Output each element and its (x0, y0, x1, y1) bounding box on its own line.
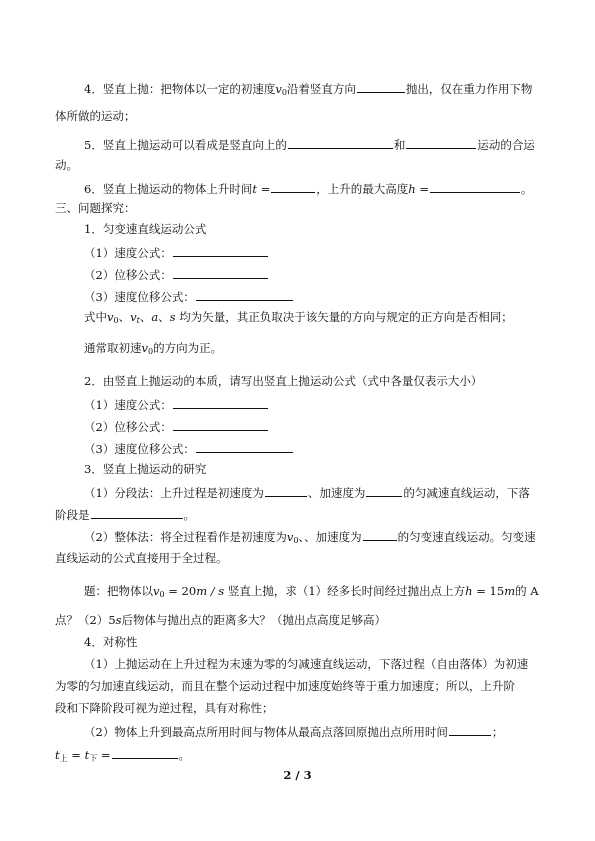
q5-text-cont: 动。 (55, 158, 78, 172)
s3-segment-line (84, 484, 530, 500)
var-h: h (465, 584, 473, 598)
s4-text-2: 为零的匀加速直线运动，而且在整个运动过程中加速度始终等于重力加速度；所以，上升阶 (55, 679, 515, 693)
var-a: a (151, 310, 159, 324)
s3-q-text-5: 后物体与抛出点的距离多大？（抛出点高度足够高） (121, 613, 387, 627)
s3-problem-line (84, 584, 539, 598)
q4-text-2: 沿着竖直方向 (286, 82, 356, 96)
s1-note-suffix: 均为矢量，其正负取决于该矢量的方向与规定的正方向是否相同； (179, 310, 513, 324)
s3-title-line (84, 462, 206, 476)
five-value: 5 (108, 613, 116, 627)
sub-down: 下 (89, 754, 98, 763)
var-v: v (141, 341, 148, 355)
fill-blank[interactable] (288, 136, 393, 149)
s1-note2-prefix: 通常取初速 (84, 341, 142, 355)
var-t: t (252, 182, 257, 196)
q4-text-3: 抛出，仅在重力作用下物 (405, 82, 533, 96)
q4-text-1: 4．竖直上抛：把物体以一定的初速度 (84, 82, 276, 96)
sub-0: 0 (281, 88, 287, 97)
var-h: h (408, 182, 416, 196)
section-title: 三、问题探究： (55, 201, 136, 215)
var-v: v (107, 310, 114, 324)
comma: 、 (118, 310, 131, 324)
s2-title-line (84, 374, 482, 388)
s2-item-2 (84, 418, 269, 434)
s4-symmetry-eq (55, 746, 190, 762)
s3-q-text-2: 竖直上抛，求（1）经多长时间经过抛出点上方 (227, 584, 466, 598)
s1-item-label: （2）位移公式： (84, 268, 172, 282)
s2-item-label: （3）速度位移公式： (84, 442, 195, 456)
sub-0: 0 (113, 316, 119, 325)
s3-q-text-4: 点？（2） (55, 613, 109, 627)
period: 。 (178, 748, 190, 762)
q5-text-1: 5．竖直上抛运动可以看成是竖直向上的 (84, 138, 287, 152)
var-v: v (275, 82, 282, 96)
var-t: t (55, 748, 60, 762)
s4-line-3 (55, 701, 274, 715)
var-s: s (169, 310, 176, 324)
s1-note2-suffix: 的方向为正。 (153, 341, 223, 355)
fill-blank[interactable] (430, 180, 520, 193)
unit-m: m (504, 584, 516, 598)
q6-text-1: 6．竖直上抛运动的物体上升时间 (84, 182, 253, 196)
q5-line-cont (55, 158, 78, 172)
s3-a-text-5: 。 (183, 508, 195, 522)
fill-blank[interactable] (406, 136, 476, 149)
var-v: v (153, 584, 160, 598)
s1-note-2 (84, 341, 222, 355)
v0-value: = 20 (168, 584, 197, 598)
fill-blank[interactable] (196, 440, 293, 453)
s3-problem-cont (55, 613, 386, 627)
fill-blank[interactable] (363, 528, 397, 541)
s1-item-label: （3）速度位移公式： (84, 290, 195, 304)
q5-text-2: 和 (393, 138, 406, 152)
s1-note-prefix: 式中 (84, 310, 107, 324)
fill-blank[interactable] (366, 484, 402, 497)
s2-item-label: （1）速度公式： (84, 398, 172, 412)
section-heading (55, 201, 136, 215)
comma: 、 (298, 530, 305, 544)
var-v: v (286, 530, 294, 544)
equals-sign: = (100, 748, 111, 762)
s3-b-text-1: （2）整体法：将全过程看作是初速度为 (84, 530, 287, 544)
s1-item-2 (84, 266, 269, 282)
s3-a-text-3: 的匀减速直线运动，下落 (403, 486, 530, 500)
sub-up: 上 (59, 754, 68, 763)
fill-blank[interactable] (271, 180, 315, 193)
s4-line-1 (84, 657, 528, 671)
equals-sign: = (260, 182, 271, 196)
s3-whole-cont (55, 551, 228, 565)
s4-text-1: （1）上抛运动在上升过程为末速为零的匀减速直线运动，下落过程（自由落体）为初速 (84, 657, 529, 671)
unit-ms: m / s (196, 584, 225, 598)
s4-text-3: 段和下降阶段可视为逆过程，具有对称性； (55, 701, 274, 715)
s1-item-3 (84, 288, 294, 304)
s1-note-1 (84, 310, 513, 324)
q6-text-3: 。 (520, 182, 533, 196)
s2-item-1 (84, 396, 269, 412)
s3-title: 3．竖直上抛运动的研究 (84, 462, 207, 476)
s4-line-4 (84, 723, 503, 739)
s1-item-label: （1）速度公式： (84, 246, 172, 260)
comma: 、 (139, 310, 152, 324)
fill-blank[interactable] (196, 288, 293, 301)
q4-line (84, 80, 532, 96)
q5-line (84, 136, 535, 152)
sub-0: 0 (293, 536, 299, 545)
q5-text-3: 运动的合运 (477, 138, 535, 152)
fill-blank[interactable] (173, 396, 268, 409)
s3-a-text-2: 、加速度为 (307, 486, 366, 500)
fill-blank[interactable] (173, 418, 268, 431)
unit-s: s (115, 613, 122, 627)
fill-blank[interactable] (112, 746, 178, 759)
page-number: 2 / 3 (283, 768, 312, 782)
s3-whole-line (84, 528, 536, 544)
q6-line (84, 180, 532, 196)
s3-segment-cont (55, 506, 195, 522)
fill-blank[interactable] (173, 266, 268, 279)
h-value: = 15 (476, 584, 505, 598)
q6-text-2: ，上升的最大高度 (316, 182, 409, 196)
equals-sign: = (419, 182, 429, 196)
s3-b-text-2: 、加速度为 (304, 530, 362, 544)
s2-item-3 (84, 440, 294, 456)
fill-blank[interactable] (449, 723, 491, 736)
fill-blank[interactable] (265, 484, 307, 497)
s3-b-text-3: 的匀变速直线运动。匀变速 (397, 530, 536, 544)
var-v: v (130, 310, 137, 324)
s3-q-text-1: 题：把物体以 (84, 584, 153, 598)
s1-title-line (84, 222, 206, 236)
s2-title: 2．由竖直上抛运动的本质，请写出竖直上抛运动公式（式中各量仅表示大小） (84, 374, 483, 388)
sub-t: t (136, 316, 140, 325)
s1-item-1 (84, 244, 269, 260)
s1-title: 1．匀变速直线运动公式 (84, 222, 207, 236)
fill-blank[interactable] (357, 80, 405, 93)
s4-line-2 (55, 679, 515, 693)
equals-sign: = (71, 748, 81, 762)
s2-item-label: （2）位移公式： (84, 420, 172, 434)
var-t: t (84, 748, 90, 762)
s3-a-text-1: （1）分段法：上升过程是初速度为 (84, 486, 264, 500)
fill-blank[interactable] (91, 506, 183, 519)
q4-line-cont (55, 109, 136, 123)
comma: 、 (158, 310, 170, 324)
sub-0: 0 (148, 347, 154, 356)
s3-q-text-3: 的 A (515, 584, 539, 598)
s3-a-text-4: 阶段是 (55, 508, 90, 522)
sub-0: 0 (159, 590, 165, 599)
s4-title: 4．对称性 (84, 635, 138, 649)
s3-b-text-4: 直线运动的公式直接用于全过程。 (55, 551, 228, 565)
s4-text-4: （2）物体上升到最高点所用时间与物体从最高点落回原抛出点所用时间 (84, 725, 448, 739)
q4-text-cont: 体所做的运动； (55, 109, 136, 123)
s4-text-5: ； (491, 725, 504, 739)
s4-title-line (84, 635, 137, 649)
fill-blank[interactable] (173, 244, 268, 257)
